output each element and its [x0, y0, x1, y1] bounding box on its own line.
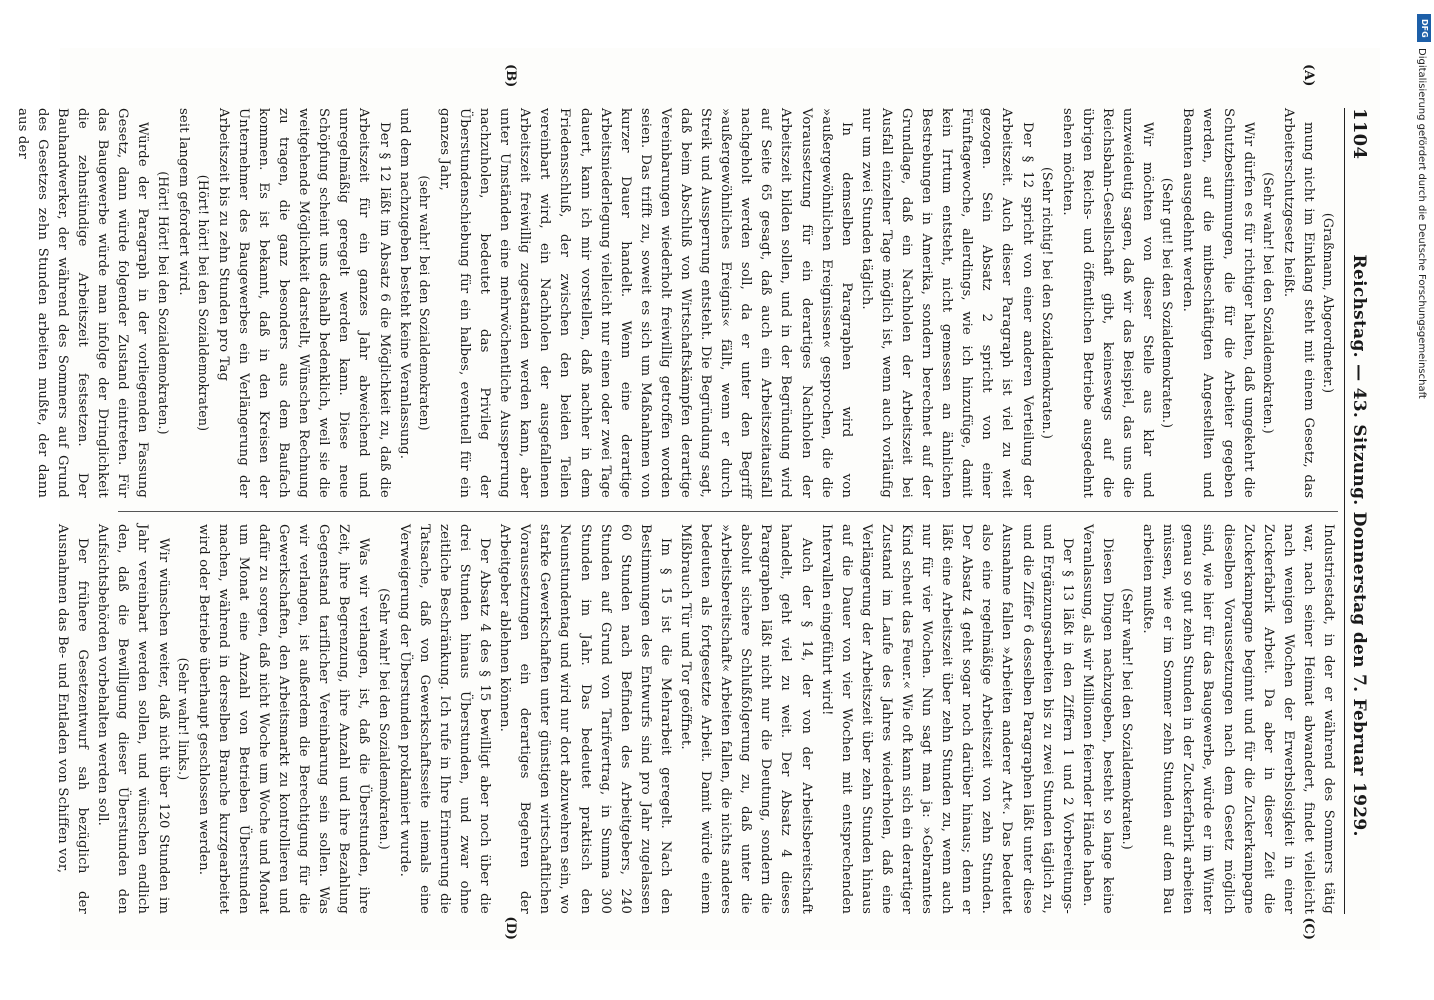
- paragraph: (Sehr richtig! bei den Sozialdemokraten.): [1039, 166, 1055, 440]
- margin-marker-d: (D): [503, 916, 518, 940]
- margin-marker-c: (C): [1301, 917, 1316, 940]
- paragraph: (Sehr wahr! bei den Sozialdemokraten.): [376, 588, 392, 850]
- paragraph: und dem nachzugeben besteht keine Veranlassung.: [396, 108, 412, 460]
- paragraph: Was wir verlangen, ist, daß die Überstunden, ihre Zeit, ihre Begrenzung, ihre Anzahl und ihre Bezahlung Gegenstand tariflicher Vereinbarung sein sollen. Was wir verlangen, ist außerdem die Berechtigung für die Gewerkschaften, den Arbeitsmarkt zu kontrollieren und dafür zu sorgen, daß nicht Woche um Woche und Monat um Monat eine Anzahl von Betrieben Überstunden machen, während in derselben Branche kurzgearbeitet wird oder Betriebe überhaupt geschlossen werden.: [195, 524, 372, 914]
- paragraph: Würde der Paragraph in der vorliegenden Fassung Gesetz, dann würde folgender Zustand eintreten. Für das Baugewerbe würde man infolge der Dringlichkeit die zehnstündige Arbeitszeit festsetzen. Der Bauhandwerker, der während des Sommers auf Grund des Gesetzes zehn Stunden arbeiten mußte, der dann aus der: [14, 108, 151, 498]
- paragraph: (Sehr gut! bei den Sozialdemokraten.): [1160, 177, 1176, 429]
- paragraph: Der § 12 spricht von einer anderen Verteilung der Arbeitszeit. Auch dieser Paragraph ist viel zu weit gezogen. Sein Absatz 2 spricht von einer Fünftagewoche, allerdings, wie ich hinzufüge, damit kein Irrtum entsteht, nicht gemessen an ähnlichen Bestrebungen in Amerika, sondern berechnet auf der Grundlage, daß ein Nachholen der Arbeitszeit bei Ausfall einzelner Tage möglich ist, wenn auch vorläufig nur um zwei Stunden täglich.: [858, 108, 1035, 498]
- paragraph: Wir dürfen es für richtiger halten, daß umgekehrt die Schutzbestimmungen, die für die Arbeiter gegeben werden, auf die mitbeschäftigten Angestellten und Beamten ausgedehnt werden.: [1180, 108, 1256, 498]
- paragraph: Der § 12 läßt im Absatz 6 die Möglichkeit zu, daß die Arbeitszeit für ein ganzes Jahr abweichend und unregelmäßig geregelt werden kann. Diese neue Schöpfung scheint uns deshalb bedenklich, weil sie die weitgehende Möglichkeit darstellt, Wünschen Rechnung zu tragen, die ganz besonders aus dem Baufach kommen. Es ist bekannt, daß in den Kreisen der Unternehmer des Baugewerbes ein Verlängerung der Arbeitszeit bis zu zehn Stunden pro Tag: [215, 108, 392, 498]
- paragraph: (Sehr wahr! bei den Sozialdemokraten.): [1260, 172, 1276, 434]
- paragraph: (Hört! hört! bei den Sozialdemokraten): [195, 174, 211, 432]
- paragraph: Im § 15 ist die Mehrarbeit geregelt. Nach den Bestimmungen des Entwurfs sind pro Jahr zugelassen 60 Stunden nach Befinden des Arbeitgebers, 240 Stunden auf Grund von Tarifvertrag, in Summa 300 Stunden im Jahr. Das bedeutet praktisch den Neunstundentag und wird nur dort abzuwehren sein, wo starke Gewerkschaften unter günstigen wirtschaftlichen Voraussetzungen ein derartiges Begehren der Arbeitgeber ablehnen können.: [497, 524, 673, 914]
- paragraph: Der frühere Gesetzentwurf sah bezüglich der Ausnahmen das Be- und Entladen von Schiffen vor,: [55, 524, 91, 914]
- dfg-logo-icon: DFG: [1417, 14, 1431, 42]
- two-column-body: [14, 64, 1338, 940]
- paragraph: Wir möchten von dieser Stelle aus klar und unzweideutig sagen, daß wir das Beispiel, das uns die Reichsbahn-Gesellschaft gibt, keineswegs auf die übrigen Reichs- und öffentlichen Betriebe ausgedehnt sehen möchten.: [1059, 108, 1156, 498]
- page-header: [1344, 108, 1370, 914]
- paragraph: (Hört! Hört! bei den Sozialdemokraten.): [155, 171, 171, 435]
- paragraph: Wir wünschen weiter, daß nicht über 120 Stunden im Jahr vereinbart werden sollen, und wünschen endlich den, daß die Bewilligung dieser Überstunden den Aufsichtsbehörden vorbehalten werden soll.: [95, 524, 171, 914]
- scanned-page: [14, 48, 1380, 950]
- paragraph: (Graßmann, Abgeordneter.): [1321, 212, 1336, 394]
- left-column: [14, 108, 1338, 498]
- margin-marker-a: (A): [1301, 64, 1316, 87]
- paragraph: Diesen Dingen nachzugeben, besteht so lange keine Veranlassung, als wir Millionen feiernder Hände haben.: [1079, 524, 1115, 914]
- paragraph: seit langem gefordert wird.: [175, 108, 191, 296]
- paragraph: Der Absatz 4 des § 15 bewilligt aber noch über die drei Stunden hinaus Überstunden, und zwar ohne zeitliche Beschränkung. Ich rufe in Ihre Erinnerung die Tatsache, daß von Gewerkschaftsseite niemals eine Verweigerung der Überstunden proklamiert wurde.: [396, 524, 493, 914]
- margin-marker-b: (B): [503, 64, 518, 88]
- right-column: [55, 524, 1338, 914]
- paragraph: (Sehr wahr! bei den Sozialdemokraten.): [1120, 588, 1136, 850]
- paragraph: Auch der § 14, der von der Arbeitsbereitschaft handelt, geht viel zu weit. Der Absatz 4 dieses Paragraphen läßt nicht nur die Deutung, sondern die absolut sichere Schlußfolgerung zu, daß unter die »Arbeitsbereitschaft« Arbeiten fallen, die nichts anderes bedeuten als fortgesetzte Arbeit. Damit würde einem Mißbrauch Tür und Tor geöffnet.: [678, 524, 814, 914]
- page-number: 1104: [1349, 108, 1370, 160]
- page-title: Reichstag. — 43. Sitzung. Donnerstag den 7. Februar 1929.: [1349, 254, 1369, 837]
- paragraph: mung nicht im Einklang steht mit einem Gesetz, das Arbeiterschutzgesetz heißt.: [1280, 108, 1316, 498]
- paragraph: Der § 13 läßt in den Ziffern 1 und 2 Vorbereitungs- und Ergänzungsarbeiten bis zu zwei Stunden täglich zu, und die Ziffer 6 desselben Paragraphen läßt unter diese Ausnahme fallen »Arbeiten anderer Art«. Das bedeutet also eine regelmäßige Arbeitszeit von zehn Stunden. Der Absatz 4 geht sogar noch darüber hinaus; denn er läßt eine Arbeitszeit über zehn Stunden zu, wenn auch nur für vier Wochen. Nun sagt man ja: »Gebranntes Kind scheut das Feuer.« Wie oft kann sich ein derartiger Zustand im Laufe des Jahres wiederholen, daß eine Verlängerung der Arbeitszeit über zehn Stunden hinaus auf die Dauer von vier Wochen mit entsprechenden Intervallen eingeführt wird!: [818, 524, 1075, 914]
- digitization-credit: [1416, 8, 1432, 998]
- paragraph: (Sehr wahr! links.): [175, 657, 191, 781]
- paragraph: (sehr wahr! bei den Sozialdemokraten): [416, 175, 432, 431]
- rotated-page-content: [14, 48, 1380, 950]
- credit-text: Digitalisierung gefördert durch die Deutsche Forschungsgemeinschaft: [1416, 48, 1427, 399]
- paragraph: Industriestadt, in der er während des Sommers tätig war, nach seiner Heimat abwandert, findet vielleicht nach wenigen Wochen der Erwerbslosigkeit in einer Zuckerfabrik Arbeit. Da aber in dieser Zeit die Zuckerkampagne beginnt und für die Zuckerkampagne dieselben Voraussetzungen nach dem Gesetz möglich sind, wie hier für das Baugewerbe, würde er im Winter genau so gut zehn Stunden in der Zuckerfabrik arbeiten müssen, wie er im Sommer zehn Stunden auf dem Bau arbeiten mußte.: [1140, 524, 1336, 914]
- paragraph: In demselben Paragraphen wird von »außergewöhnlichen Ereignissen« gesprochen, die die Voraussetzung für ein derartiges Nachholen der Arbeitszeit bilden sollen, und in der Begründung wird auf Seite 65 gesagt, daß auch ein Arbeitszeitausfall nachgeholt werden soll, da er unter den Begriff »außergewöhnliches Ereignis« fällt, wenn er durch Streik und Aussperrung entsteht. Die Begründung sagt, daß beim Abschluß von Wirtschaftskämpfen derartige Vereinbarungen wiederholt freiwillig getroffen worden seien. Das trifft zu, soweit es sich um Maßnahmen von kurzer Dauer handelt. Wenn eine derartige Arbeitsniederlegung vielleicht nur einen oder zwei Tage dauert, kann ich mir vorstellen, daß nachher in dem Friedensschluß, der zwischen den beiden Teilen vereinbart wird, ein Nachholen der ausgefallenen Arbeitszeit freiwillig zugestanden werden kann, aber unter Umständen eine mehrwöchentliche Aussperrung nachzuholen, bedeutet das Privileg der Überstundenschiebung für ein halbes, eventuell für ein ganzes Jahr,: [436, 108, 854, 498]
